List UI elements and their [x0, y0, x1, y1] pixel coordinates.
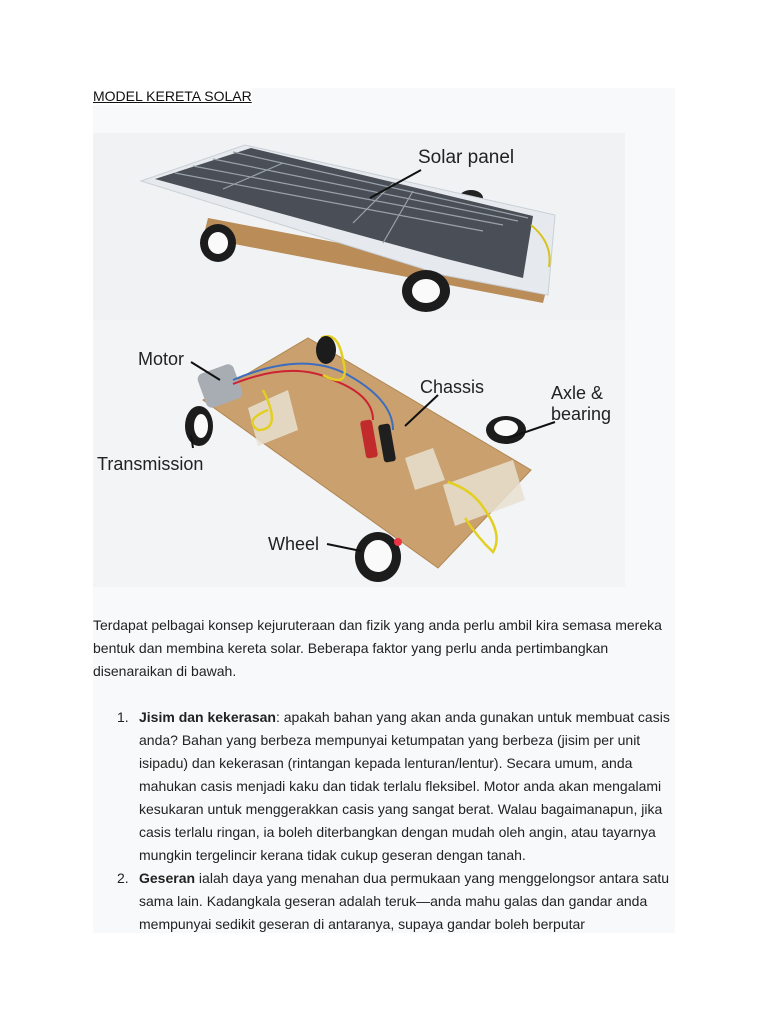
list-text: ialah daya yang menahan dua permukaan yang menggelongsor antara satu sama lain. Kadangkala geseran adalah teruk—anda mahu galas dan gandar anda mempunyai sedikit geseran di antaranya, supaya gandar boleh berputar	[139, 870, 670, 932]
list-number: 2.	[117, 870, 129, 886]
solar-panel-label: Solar panel	[418, 147, 515, 168]
list-item	[93, 706, 675, 867]
transmission-label: Transmission	[97, 454, 204, 474]
intro-paragraph: Terdapat pelbagai konsep kejuruteraan dan fizik yang anda perlu ambil kira semasa mereka bentuk dan membina kereta solar. Beberapa faktor yang perlu anda pertimbangkan disenaraikan di bawah.	[93, 617, 662, 679]
chassis-label: Chassis	[420, 377, 485, 397]
wheel-label: Wheel	[268, 534, 320, 554]
axle-label-line2: bearing	[551, 404, 612, 424]
list-term: Jisim dan kekerasan	[139, 709, 276, 725]
list-text: : apakah bahan yang akan anda gunakan untuk membuat casis anda? Bahan yang berbeza mempunyai ketumpatan yang berbeza (jisim per unit isipadu) dan kekerasan (rintangan kepada lenturan/lentur). Secara umum, anda mahukan casis menjadi kaku dan tidak terlalu fleksibel. Motor anda akan mengalami kesukaran untuk menggerakkan casis yang sangat berat. Walau bagaimanapun, jika casis terlalu ringan, ia boleh diterbangkan dengan mudah oleh angin, atau tayarnya mungkin tergelincir kerana tidak cukup geseran dengan tanah.	[139, 709, 670, 863]
factor-list	[93, 706, 675, 936]
solar-car-photo	[93, 133, 625, 320]
list-term: Geseran	[139, 870, 196, 886]
list-number: 1.	[117, 709, 129, 725]
list-item	[93, 867, 675, 936]
chassis-photo	[93, 320, 625, 587]
document-title: MODEL KERETA SOLAR	[93, 88, 252, 104]
axle-label-line1: Axle &	[551, 383, 604, 403]
motor-label: Motor	[138, 349, 185, 369]
